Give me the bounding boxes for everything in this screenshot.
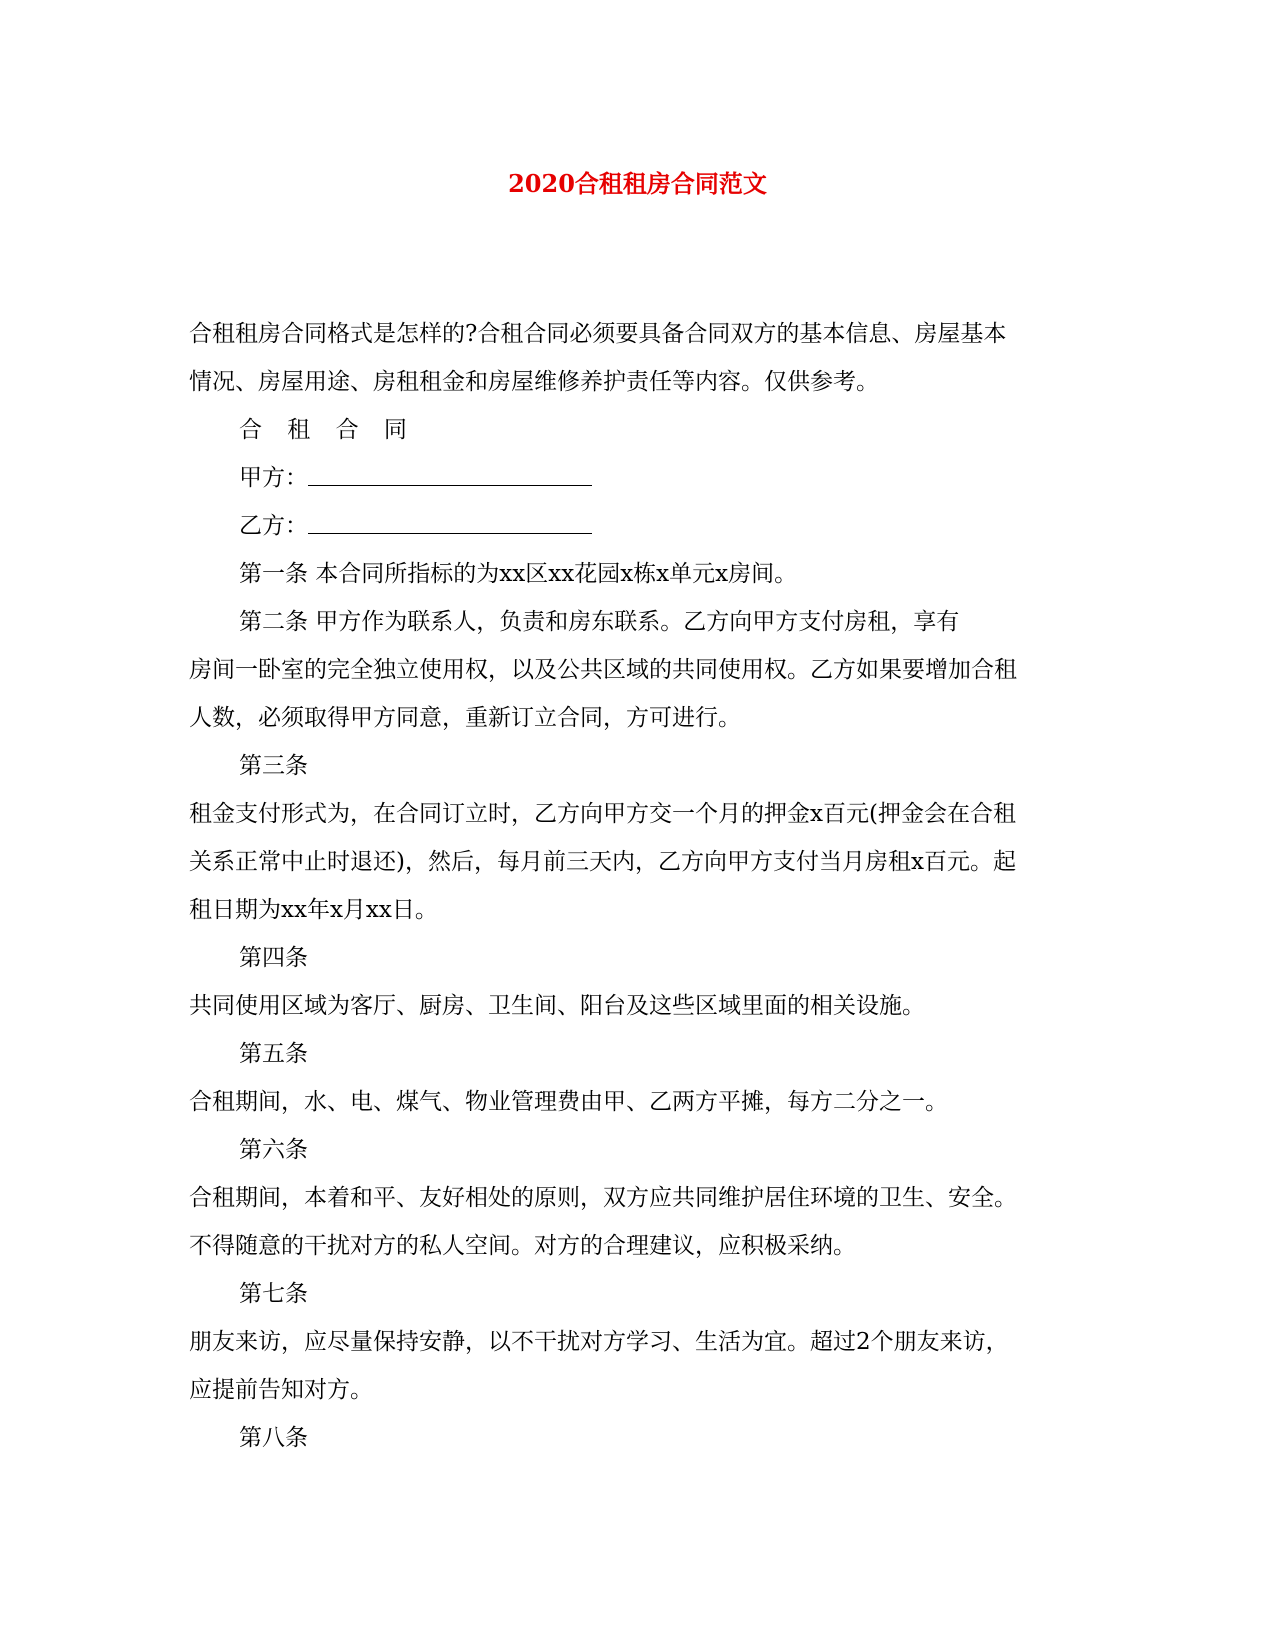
party-a-label: 甲方： (239, 465, 308, 491)
article-5-line-1: 合租期间，水、电、煤气、物业管理费由甲、乙两方平摊，每方二分之一。 (189, 1089, 948, 1115)
article-2-line-2: 房间一卧室的完全独立使用权，以及公共区域的共同使用权。乙方如果要增加合租 (189, 657, 1017, 683)
article-7-line-1: 朋友来访，应尽量保持安静，以不干扰对方学习、生活为宜。超过2个朋友来访， (189, 1329, 1009, 1355)
article-5-heading: 第五条 (239, 1041, 308, 1067)
article-8-heading: 第八条 (239, 1425, 308, 1451)
party-b-label: 乙方： (239, 513, 308, 539)
article-6-heading: 第六条 (239, 1137, 308, 1163)
document-body (189, 310, 1089, 1462)
party-a-line (189, 454, 1089, 502)
contract-heading: 合 租 合 同 (239, 417, 416, 443)
article-7-line-2: 应提前告知对方。 (189, 1377, 373, 1403)
article-3-line-3: 租日期为xx年x月xx日。 (189, 897, 438, 923)
article-7-heading: 第七条 (239, 1281, 308, 1307)
article-4-line-1: 共同使用区域为客厅、厨房、卫生间、阳台及这些区域里面的相关设施。 (189, 993, 925, 1019)
article-6-line-1: 合租期间，本着和平、友好相处的原则，双方应共同维护居住环境的卫生、安全。 (189, 1185, 1017, 1211)
party-a-blank (308, 465, 592, 486)
article-3-heading: 第三条 (239, 753, 308, 779)
document-title: 2020合租租房合同范文 (508, 169, 767, 198)
article-1: 第一条 本合同所指标的为xx区xx花园x栋x单元x房间。 (239, 561, 798, 587)
article-4-heading: 第四条 (239, 945, 308, 971)
article-6-line-2: 不得随意的干扰对方的私人空间。对方的合理建议，应积极采纳。 (189, 1233, 856, 1259)
intro-line-2: 情况、房屋用途、房租租金和房屋维修养护责任等内容。仅供参考。 (189, 369, 879, 395)
intro-line-1: 合租租房合同格式是怎样的?合租合同必须要具备合同双方的基本信息、房屋基本 (189, 321, 1007, 347)
article-2-line-3: 人数，必须取得甲方同意，重新订立合同，方可进行。 (189, 705, 741, 731)
article-2-line-1: 第二条 甲方作为联系人，负责和房东联系。乙方向甲方支付房租，享有 (239, 609, 960, 635)
party-b-line (189, 502, 1089, 550)
article-3-line-1: 租金支付形式为，在合同订立时，乙方向甲方交一个月的押金x百元(押金会在合租 (189, 801, 1016, 827)
article-3-line-2: 关系正常中止时退还)，然后，每月前三天内，乙方向甲方支付当月房租x百元。起 (189, 849, 1016, 875)
party-b-blank (308, 513, 592, 534)
